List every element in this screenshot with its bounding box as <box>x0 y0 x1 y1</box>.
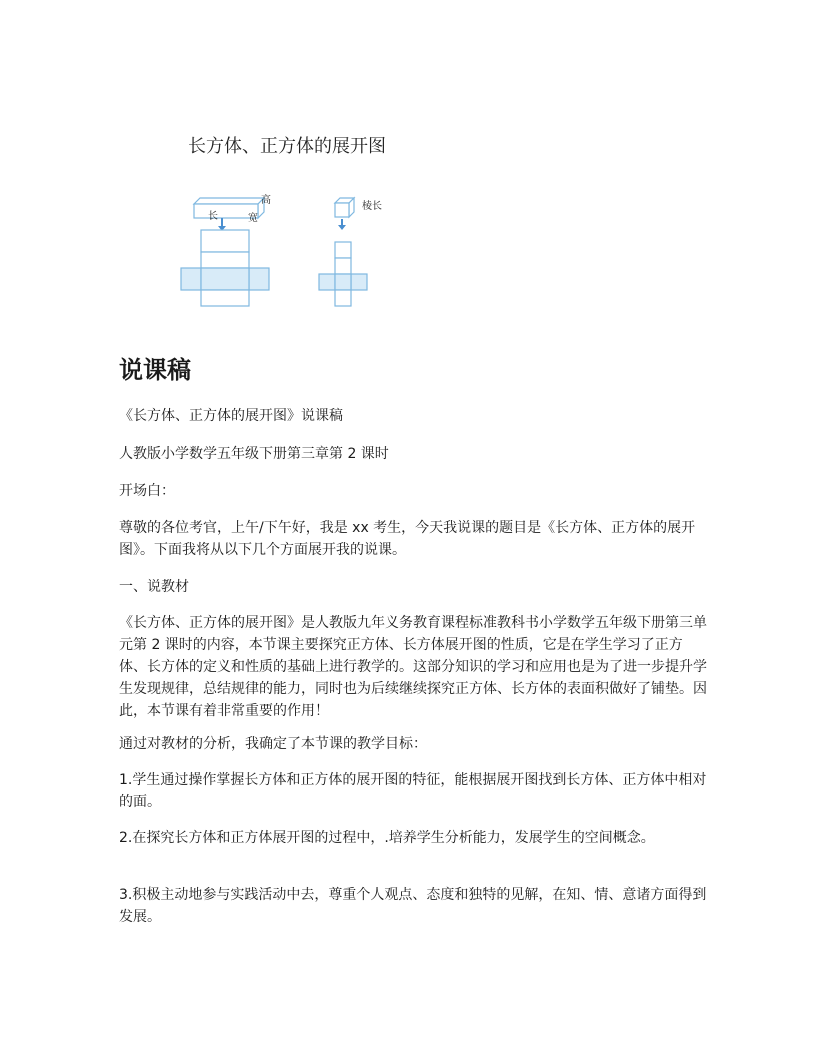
paragraph: 尊敬的各位考官，上午/下午好，我是 xx 考生，今天我说课的题目是《长方体、正方体的展开图》。下面我将从以下几个方面展开我的说课。 <box>119 520 696 558</box>
section-heading: 一、说教材 <box>119 579 189 595</box>
paragraph: 《长方体、正方体的展开图》是人教版九年义务教育课程标准教科书小学数学五年级下册第三单元第 2 课时的内容，本节课主要探究正方体、长方体展开图的性质，它是在学生学习了正方体、长方体的定义和性质的基础上进行教学的。这部分知识的学习和应用也是为了进一步提升学生发现规律，总结规律的能力，同时也为后续继续探究正方体、长方体的表面积做好了铺垫。因此，本节课有着非常重要的作用！ <box>119 615 707 719</box>
cube-arrow-icon <box>338 219 346 230</box>
paragraph: 《长方体、正方体的展开图》说课稿 <box>119 408 343 424</box>
unfolding-figure <box>178 128 418 308</box>
paragraph: 通过对教材的分析，我确定了本节课的教学目标： <box>119 736 427 752</box>
document-heading: 说课稿 <box>119 356 191 384</box>
cube-front-face <box>335 203 349 217</box>
label-gao: 高 <box>261 195 271 206</box>
cuboid-top-face <box>194 198 264 204</box>
cube-net <box>319 242 367 306</box>
objective-item: 3.积极主动地参与实践活动中去，尊重个人观点、态度和独特的见解，在知、情、意诸方面得到发展。 <box>119 887 707 925</box>
figure-title: 长方体、正方体的展开图 <box>188 136 386 157</box>
label-kuan: 宽 <box>248 213 258 224</box>
cuboid-net <box>181 230 269 306</box>
objective-item: 1.学生通过操作掌握长方体和正方体的展开图的特征，能根据展开图找到长方体、正方体中相对的面。 <box>119 772 707 810</box>
label-lengchang: 棱长 <box>362 201 382 212</box>
cuboid-arrow-icon <box>218 218 226 231</box>
paragraph: 人教版小学数学五年级下册第三章第 2 课时 <box>119 446 389 462</box>
objective-item: 2.在探究长方体和正方体展开图的过程中，.培养学生分析能力，发展学生的空间概念。 <box>119 830 655 846</box>
label-chang: 长 <box>208 211 218 222</box>
figure-diagram <box>178 128 418 308</box>
paragraph: 开场白： <box>119 483 175 499</box>
